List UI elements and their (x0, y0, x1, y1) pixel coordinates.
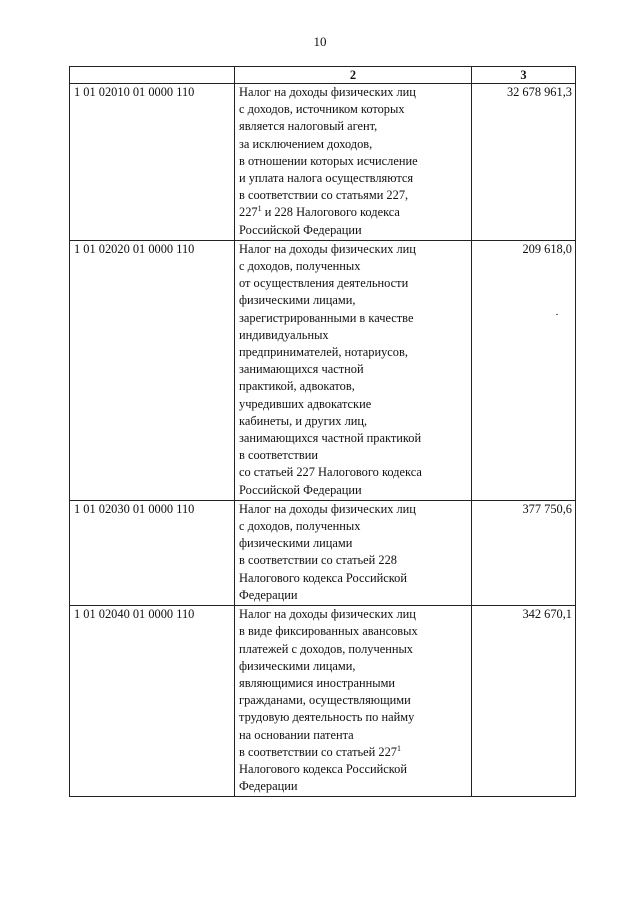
superscript-index: 1 (396, 743, 401, 753)
header-amount: 3 (472, 67, 576, 84)
row-description (235, 500, 472, 605)
page-number: 10 (313, 34, 327, 49)
row-amount: 32 678 961,3 (472, 84, 576, 241)
revenue-table (69, 66, 576, 797)
description-text: Налог на доходы физических лиц с доходов, полученных от осуществления деятельности физическими лицами, зарегистрированными в качестве индивидуальных предпринимателей, нотариусов, занимающихся частной практикой, адвокатов, учредивших адвокатские кабинеты, и других лиц, занимающихся частной практикой в соответствии со статьей 227 Налогового кодекса Российской Федерации (239, 241, 422, 497)
row-code: 1 01 02010 01 0000 110 (70, 84, 235, 241)
description-text: Налог на доходы физических лиц в виде фиксированных авансовых платежей с доходов, полученных физическими лицами, являющимися иностранными гражданами, осуществляющими трудовую деятельность по найму на основании патента в соответствии со статьей 227 (239, 607, 418, 759)
table-row (70, 84, 576, 241)
header-description: 2 (235, 67, 472, 84)
row-description (235, 84, 472, 241)
row-code: 1 01 02020 01 0000 110 (70, 240, 235, 500)
description-text: и 228 Налогового кодекса Российской Федерации (239, 205, 400, 237)
scan-speck (556, 314, 558, 315)
table-row (70, 606, 576, 797)
row-amount: 209 618,0 (472, 240, 576, 500)
description-text: Налог на доходы физических лиц с доходов, полученных физическими лицами в соответствии со статьей 228 Налогового кодекса Российской Федерации (239, 501, 416, 602)
row-code: 1 01 02030 01 0000 110 (70, 500, 235, 605)
table-row (70, 240, 576, 500)
row-amount: 377 750,6 (472, 500, 576, 605)
superscript-index: 1 (257, 204, 262, 214)
description-text: Налог на доходы физических лиц с доходов, источником которых является налоговый агент, за исключением доходов, в отношении которых исчисление и уплата налога осуществляются в соответствии со статьями 227, 227 (239, 85, 418, 220)
row-code: 1 01 02040 01 0000 110 (70, 606, 235, 797)
row-description (235, 606, 472, 797)
header-code (70, 67, 235, 84)
row-description (235, 240, 472, 500)
table-row (70, 500, 576, 605)
table-header-row (70, 67, 576, 84)
row-amount: 342 670,1 (472, 606, 576, 797)
description-text: Налогового кодекса Российской Федерации (239, 761, 407, 794)
